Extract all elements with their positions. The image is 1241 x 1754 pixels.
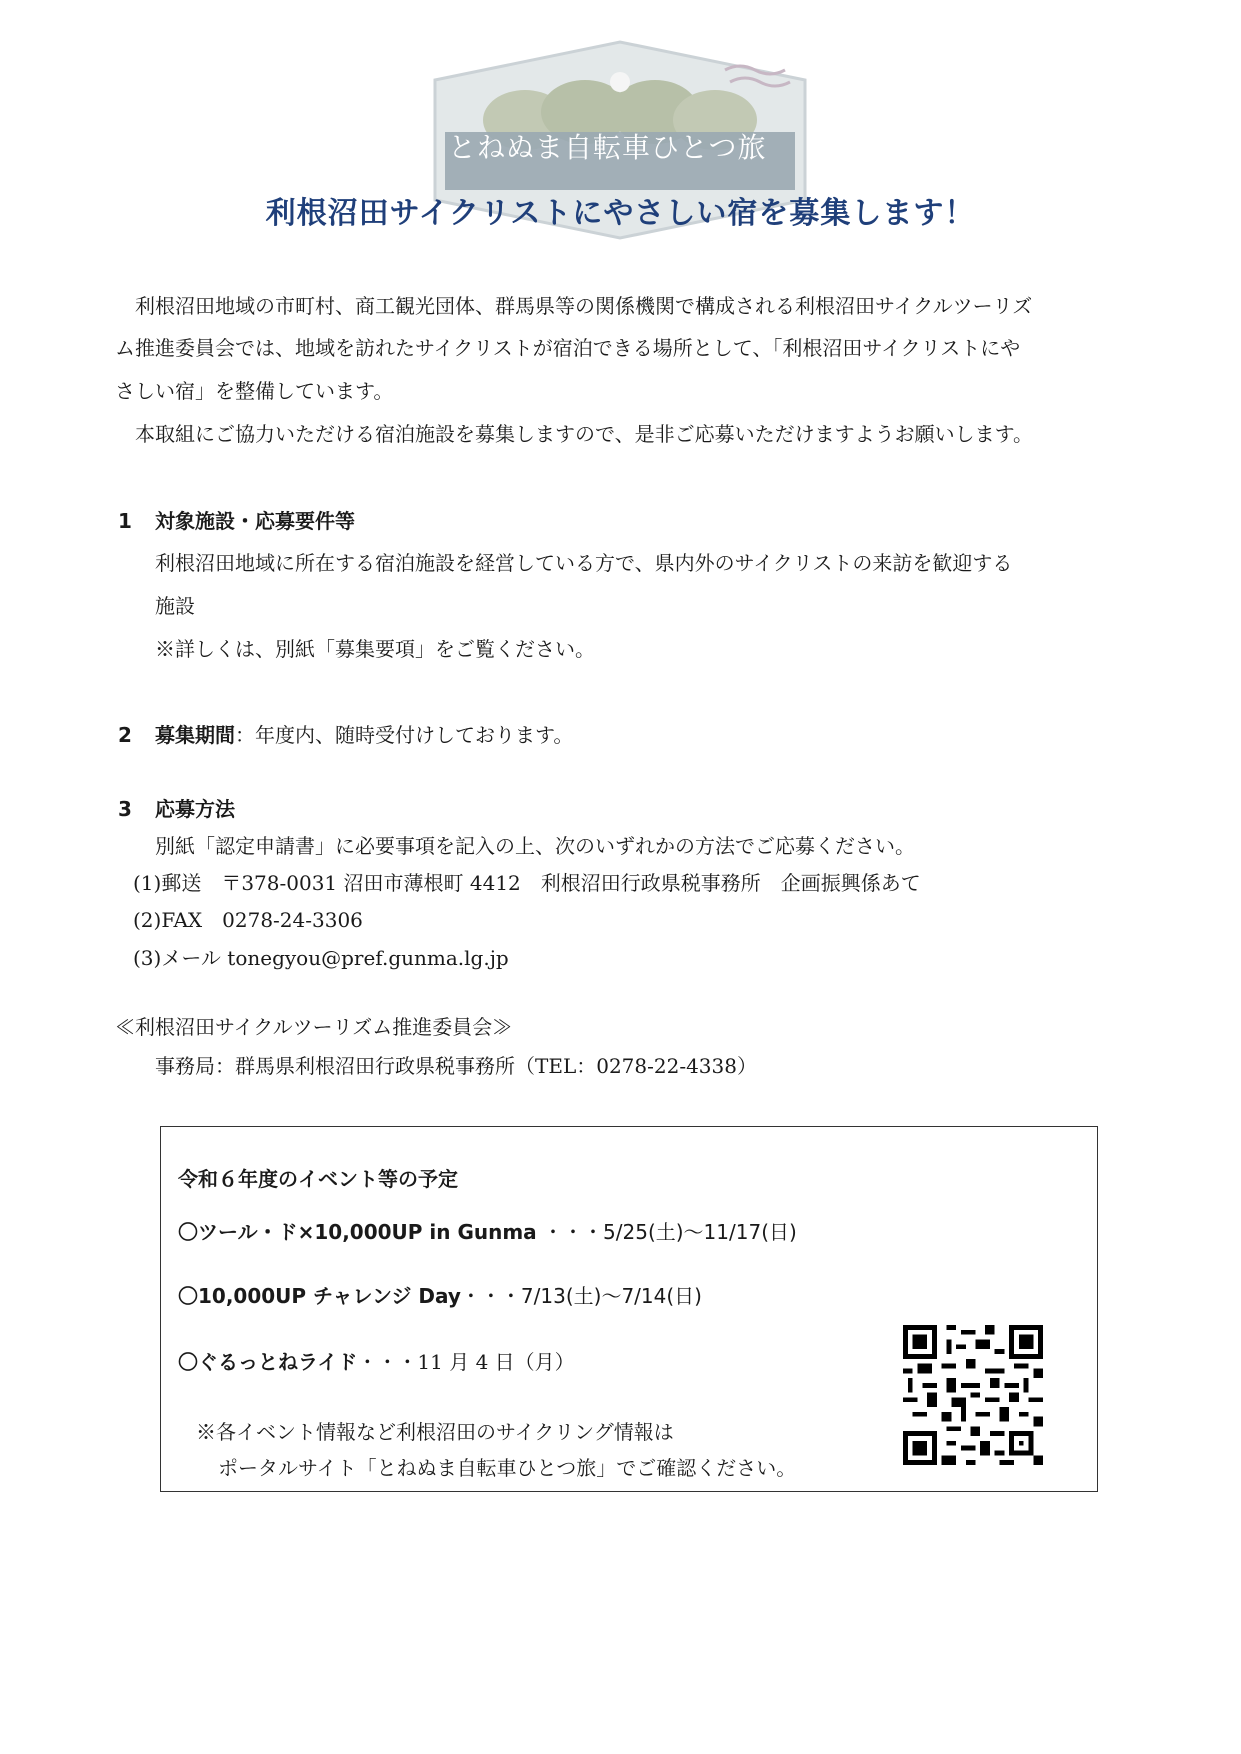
intro-line-4: 本取組にご協力いただける宿泊施設を募集しますので、是非ご応募いただけますようお願いします。 xyxy=(135,422,1033,446)
qr-code[interactable] xyxy=(903,1325,1043,1465)
events-note-2: ポータルサイト「とねぬま自転車ひとつ旅」でご確認ください。 xyxy=(218,1456,797,1480)
section-2-heading: 募集期間 xyxy=(155,723,235,747)
intro-line-2: ム推進委員会では、地域を訪れたサイクリストが宿泊できる場所として、「利根沼田サイクリストにや xyxy=(115,336,1021,360)
committee-office: 事務局：群馬県利根沼田行政県税事務所（TEL：0278-22-4338） xyxy=(155,1054,757,1078)
events-note-1: ※各イベント情報など利根沼田のサイクリング情報は xyxy=(196,1420,674,1444)
event-item-2-name: 〇10,000UP チャレンジ Day xyxy=(178,1284,461,1308)
intro-line-1: 利根沼田地域の市町村、商工観光団体、群馬県等の関係機関で構成される利根沼田サイクルツーリズ xyxy=(135,294,1033,318)
committee-name: ≪利根沼田サイクルツーリズム推進委員会≫ xyxy=(115,1015,513,1039)
event-item-3-date: ・・・11 月 4 日（月） xyxy=(357,1350,575,1374)
event-item-1-name: 〇ツール・ド×10,000UP in Gunma xyxy=(178,1220,537,1244)
section-3-number: 3 xyxy=(118,797,132,821)
apply-method-email: (3)メール tonegyou@pref.gunma.lg.jp xyxy=(133,946,509,970)
event-item-1-date: ・・・5/25(土)～11/17(日) xyxy=(536,1220,797,1244)
event-item-3 xyxy=(178,1348,575,1376)
apply-method-fax: (2)FAX 0278-24-3306 xyxy=(133,908,363,932)
section-2-text: ：年度内、随時受付けしております。 xyxy=(235,723,574,747)
section-1-line-1: 利根沼田地域に所在する宿泊施設を経営している方で、県内外のサイクリストの来訪を歓迎する xyxy=(155,551,1013,575)
section-1-line-3: ※詳しくは、別紙「募集要項」をご覧ください。 xyxy=(155,637,595,661)
events-title: 令和６年度のイベント等の予定 xyxy=(178,1167,458,1191)
event-item-3-name: 〇ぐるっとねライド xyxy=(178,1350,358,1374)
intro-line-3: さしい宿」を整備しています。 xyxy=(115,379,394,403)
section-1-line-2: 施設 xyxy=(155,594,195,618)
section-1-number: 1 xyxy=(118,509,132,533)
event-item-1 xyxy=(178,1218,797,1246)
apply-method-mail: (1)郵送 〒378-0031 沼田市薄根町 4412 利根沼田行政県税事務所 企画振興係あて xyxy=(133,871,921,895)
event-item-2 xyxy=(178,1282,702,1310)
section-2-line xyxy=(155,721,573,749)
section-3-heading: 応募方法 xyxy=(155,797,235,821)
section-2-number: 2 xyxy=(118,723,132,747)
section-3-line-1: 別紙「認定申請書」に必要事項を記入の上、次のいずれかの方法でご応募ください。 xyxy=(155,834,915,858)
event-item-2-date: ・・・7/13(土)～7/14(日) xyxy=(460,1284,702,1308)
logo-text: とねぬま自転車ひとつ旅 xyxy=(448,131,767,164)
section-1-heading: 対象施設・応募要件等 xyxy=(155,509,355,533)
page-title: 利根沼田サイクリストにやさしい宿を募集します！ xyxy=(265,196,976,231)
